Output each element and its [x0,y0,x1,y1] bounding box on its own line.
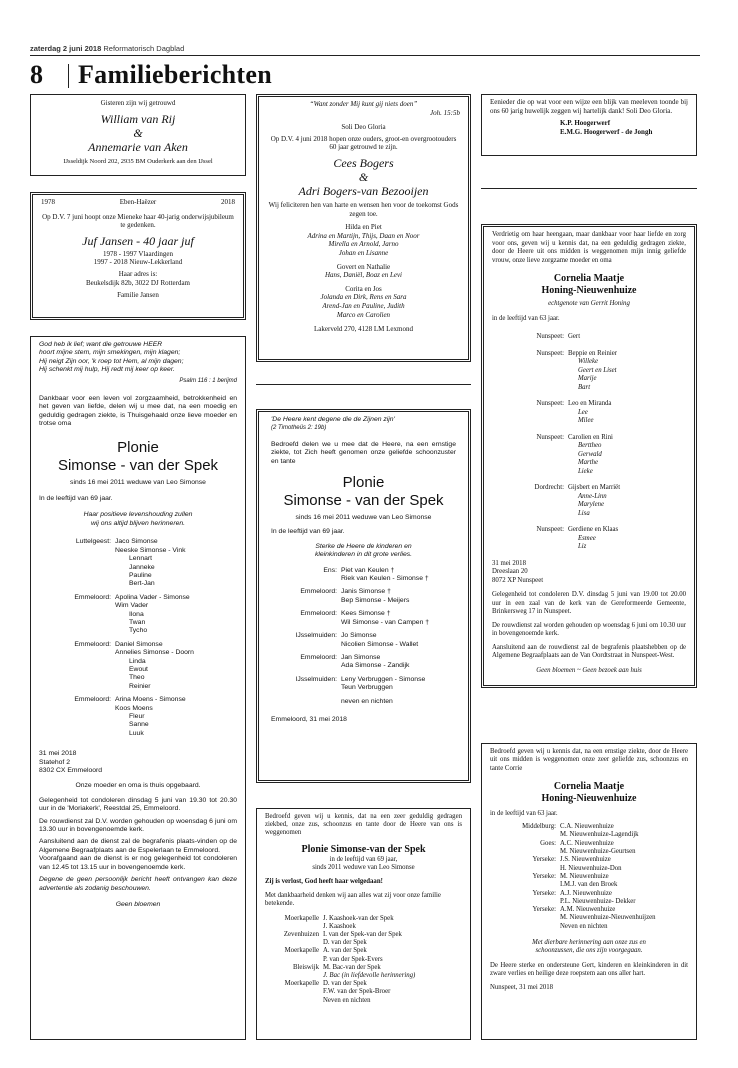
d3-bold: Zij is verlost, God heeft haar welgedaan! [265,878,383,886]
anniversary-ad [256,94,471,362]
family-row [490,881,688,889]
family-group [492,526,686,552]
family-place: Moerkapelle [284,947,319,955]
family-place [265,939,323,947]
obituary-van-der-spek [256,808,471,1040]
family-place: Moerkapelle [284,914,319,922]
family-row [265,988,462,996]
d1-p5: Voorafgaand aan de dienst is er nog gelegenheid tot condoleren van 12.45 tot 13.15 uur in bovengenoemde kerk. [39,855,237,871]
anniv-name-2: Adri Bogers-van Bezooijen [298,183,429,198]
d3-name: Plonie Simonse-van der Spek [301,843,426,855]
section-title: Familieberichten [78,60,272,89]
masthead-rule [30,55,700,56]
d2-place: IJsselmuiden: [295,675,337,683]
thanks-ad [481,94,697,156]
d1-widow: sinds 16 mei 2011 weduwe van Leo Simonse [70,478,206,486]
d5-mem-2: schoonzussen, die ons zijn voorgegaan. [535,947,643,955]
wedding-ad [30,94,246,176]
family-row [490,823,688,831]
wedding-name-1: William van Rij [100,111,176,126]
d4-p1: Gelegenheid tot condoleren D.V. dinsdag 5 juni van 19.00 tot 20.00 uur in een zaal van de kerk van de Gereformeerde Gemeente, Brinkersweg 17 in Nunspeet. [492,591,686,615]
d1-family-4 [39,696,237,738]
d1-poem-3: Hij neigt Zijn oor, 'k roep tot Hem, al mijn dagen; [39,357,184,365]
d2-nn: neven en nichten [341,697,393,705]
d2-place: Emmeloord: [300,588,337,596]
family-row [490,890,688,898]
family-row [265,972,462,980]
family-place: Yerseke: [532,856,556,864]
obituary-honing-husband [481,224,697,688]
family-place: Yerseke: [532,889,556,897]
anniv-g2a: Govert en Nathalie [336,262,391,271]
d5-text: De Heere sterke en ondersteune Gert, kinderen en kleinkinderen in dit zware verlies en heilige deze roepstem aan ons aller hart. [490,961,688,977]
d2-name: Nicolien Simonse - Wallet [341,640,419,648]
d5-intro: Bedroefd geven wij u kennis dat, na een ernstige ziekte, door de Heere uit ons midden is weggenomen onze zeer geliefde zus, schoonzus en tante Corrie [490,748,688,772]
family-group [492,484,686,518]
d1-family-3 [39,641,237,691]
d1-name-1: Plonie [117,438,159,456]
anniv-g3c: Arend-Jan en Pauline, Judith [322,301,405,310]
anniv-text: Op D.V. 4 juni 2018 hopen onze ouders, groot-en overgrootouders 60 jaar getrouwd te zijn. [270,134,457,152]
d1-grandchild: Fleur [129,713,145,720]
d1-grandchild: Ilona [129,610,144,618]
d1-grandchild: Ewout [129,665,148,673]
anniv-g1d: Johan en Lisanne [338,248,389,257]
anniv-quote: “Want zonder Mij kunt gij niets doen” [309,100,418,108]
thanks-text: Eenieder die op wat voor een wijze een blijk van meeleven toonde bij ons 60 jarig huwelijk zeggen wij hartelijk dank! Soli Deo Gloria. [490,98,688,115]
d2-widow: sinds 16 mei 2011 weduwe van Leo Simonse [295,514,432,522]
anniv-name-1: Cees Bogers [333,155,394,170]
d2-place: IJsselmuiden: [295,632,337,640]
d1-addr-2: 8302 CX Emmeloord [39,767,103,775]
d1-grandchild: Reinier [129,682,151,690]
family-place [265,956,323,964]
anniv-g1a: Hilda en Piet [345,223,382,232]
family-name: I. van der Spek-van der Spek [323,931,402,939]
family-place [490,898,560,906]
grandchild: Geert en Liset [578,366,617,374]
d3-intro: Bedroefd geven wij u kennis, dat na een zeer geduldig gedragen ziekbed, onze zus, schoonzus en tante door de Heere van ons is weggenomen [265,813,462,837]
family-place [490,848,560,856]
anniv-g1b: Adrina en Martijn, Thijs, Daan en Noor [307,231,420,240]
family-place: Bleiswijk [292,963,319,971]
family-row [265,964,462,972]
anniv-g2b: Hans, Daniël, Boaz en Levi [325,271,402,280]
obituary-simonse-family [256,409,471,783]
grandchild: Gerwald [578,450,602,458]
family-place: Moerkapelle [284,980,319,988]
page-number: 8 [30,60,43,89]
masthead: zaterdag 2 juni 2018 Reformatorisch Dagblad [30,44,185,53]
d2-name: Piet van Keulen † [341,566,395,574]
family-row [265,947,462,955]
d1-family-1-b: Neeske Simonse - Vink [115,546,186,554]
d2-row-1 [271,567,456,584]
family-place: Middelburg: [522,823,556,831]
d5-family-list [490,823,688,931]
grandchild: Anne-Linn [578,492,607,500]
family-name: A.C. Nieuwenhuize [560,839,614,847]
d1-family-4-b: Koos Moens [115,704,153,712]
family-name: M. Nieuwenhuize-Lagendijk [560,831,639,839]
d1-psalm: Psalm 116 : 1 berijmd [179,377,237,384]
d2-age: In de leeftijd van 69 jaar. [271,528,345,536]
d5-mem-1: Met dierbare herinnering aan onze zus en [532,939,646,947]
family-name: J. Bac (in liefdevolle herinnering) [323,972,416,980]
d2-name: Ada Simonse - Zandijk [341,662,410,670]
d2-name-1: Plonie [342,474,385,492]
d1-age: In de leeftijd van 69 jaar. [39,495,113,503]
grandchild: Marthe [578,459,599,466]
family-place [490,831,560,839]
d4-name-2: Honing-Nieuwenhuize [541,285,637,296]
grandchild: Lisa [578,509,590,517]
family-row [265,939,462,947]
d4-p3: Aansluitend aan de rouwdienst zal de begrafenis plaatshebben op de Algemene Begraafplaats aan de Van Oordtstraat in Nunspeet-West. [492,643,686,659]
d2-name: Kees Simonse † [341,610,391,618]
anniv-ref: Joh. 15:5b [430,108,460,117]
family-row [490,865,688,873]
family-place: Nunspeet: [536,526,564,533]
family-place [490,923,560,931]
d4-date: 31 mei 2018 [492,559,526,567]
grandchild: Bart [578,383,591,391]
d1-p7: Geen bloemen [115,900,161,908]
d1-grandchild: Theo [129,674,145,682]
d1-family-3-b: Annelies Simonse - Doorn [115,649,194,657]
family-name: M. Bac-van der Spek [323,963,381,971]
family-place: Goes: [540,839,556,847]
d1-family-2 [39,594,237,636]
anniv-congrats: Wij feliciteren hen van harte en wensen hen voor de toekomst Gods zegen toe. [268,200,459,218]
family-place: Zevenhuizen [283,931,319,939]
d1-grandchild: Tycho [129,627,148,635]
d1-family-2-b: Wim Vader [115,602,149,610]
d4-spouse: echtgenote van Gerrit Honing [548,300,630,307]
d1-name-2: Simonse - van der Spek [57,456,219,474]
d1-poem-2: hoort mijne stem, mijn smekingen, mijn klagen; [39,349,181,357]
d2-intro: Bedroefd delen we u mee dat de Heere, na een ernstige ziekte, tot Zich heeft genomen onze geliefde schoonzuster en tante [271,440,456,465]
d5-name-1: Cornelia Maatje [553,780,625,792]
family-row [490,848,688,856]
d2-place: Emmeloord: [300,610,337,618]
d1-mem-2: wij ons altijd blijven herinneren. [90,519,186,527]
d2-name: Janis Simonse † [341,588,391,596]
grandchild: Marije [578,375,597,382]
d1-family-1-place: Luttelgeest: [75,538,111,546]
jubilee-eben-haezer: Eben-Haëzer [119,198,157,206]
d1-addr-1: Statehof 2 [39,758,70,766]
family-place [490,865,560,873]
d2-place: Emmeloord: [300,653,337,661]
family-group [492,400,686,426]
d1-family-2-a: Apolina Vader - Simonse [115,593,190,601]
d1-p4: Aansluitend aan de dienst zal de begrafenis plaats-vinden op de Algemene Begraafplaats aan de Espelerlaan te Emmeloord. [39,838,237,854]
d4-intro: Verdrietig om haar heengaan, maar dankbaar voor haar liefde en zorg voor ons, geven wij u kennis dat, na een geduldig gedragen ziekte, door de Heere uit ons midden is weggenomen mijn innig geliefde vrouw, onze lieve zorgzame moeder en oma [492,231,686,264]
family-name: M. Nieuwenhuize-Nieuwenhuijzen [560,914,656,922]
family-row [490,923,688,931]
d1-date: 31 mei 2018 [39,750,77,758]
d1-family-4-place: Emmeloord: [74,696,111,704]
family-name: Gijsbert en Marriët [568,484,621,491]
jubilee-line-2: 1997 - 2018 Nieuw-Lekkerland [93,258,183,267]
d2-end: Emmeloord, 31 mei 2018 [271,715,347,723]
anniv-g3d: Marco en Carolien [336,310,391,319]
anniv-g3b: Jolanda en Dirk, Rens en Sara [320,293,407,302]
jubilee-ad [30,192,246,320]
grandchild: Liz [578,543,587,550]
anniv-addr: Lakerveld 270, 4128 LM Lexmond [314,325,413,334]
d1-family-3-a: Daniel Simonse [115,640,163,648]
obituary-simonse-children [30,336,246,1040]
d4-p4: Geen bloemen ~ Geen bezoek aan huis [536,666,642,674]
d1-grandchild: Linda [129,657,146,665]
d2-mem-1: Sterke de Heere de kinderen en [315,542,412,550]
family-row [265,980,462,988]
d1-p1: Onze moeder en oma is thuis opgebaard. [75,782,201,790]
family-name: F.W. van der Spek-Broer [323,988,391,996]
d2-row-3 [271,610,456,627]
family-place: Nunspeet: [536,400,564,407]
family-row [265,956,462,964]
family-place [265,923,323,931]
family-name: J. Kaashoek [323,922,356,930]
wedding-name-2: Annemarie van Aken [88,139,188,154]
family-row [490,856,688,864]
family-name: I.M.J. van den Broek [560,881,618,889]
family-name: D. van der Spek [323,980,367,988]
d2-name: Jo Simonse [341,632,377,640]
d1-poem-4: Hij schenkt mij hulp, Hij redt mij keer op keer. [39,366,175,374]
jubilee-year-2: 2018 [221,198,235,206]
family-place: Nunspeet: [536,349,564,357]
d4-p2: De rouwdienst zal worden gehouden op woensdag 6 juni om 10.30 uur in bovengenoemde kerk. [492,621,686,637]
d2-name: Jan Simonse [341,653,381,661]
grandchild: Berttheo [578,442,602,449]
anniv-amp: & [358,169,369,184]
family-row [490,906,688,914]
family-row [490,898,688,906]
family-place [265,997,323,1005]
d1-grandchild: Pauline [129,571,152,579]
family-name: J. Kaashoek-van der Spek [323,914,394,922]
d2-row-2 [271,588,456,605]
family-name: H. Nieuwenhuize-Don [560,864,622,872]
d3-family-list [265,915,462,1005]
family-place: Yerseke: [532,906,556,914]
d3-age: in de leeftijd van 69 jaar, [329,855,398,863]
family-row [265,915,462,923]
d2-ref: (2 Timotheüs 2: 19b) [271,425,327,432]
header-divider [68,64,69,88]
jubilee-year-1: 1978 [41,198,55,206]
d2-name: Teun Verbruggen [341,684,393,692]
family-row [265,931,462,939]
jubilee-family: Familie Jansen [117,291,159,300]
anniv-g1c: Mirella en Arnold, Jarno [328,240,399,249]
jubilee-line-1: 1978 - 1997 Vlaardingen [102,249,174,258]
family-row [490,914,688,922]
d2-row-4 [271,632,456,649]
family-name: M. Nieuwenhuize [560,872,609,880]
family-name: A.M. Nieuwenhuize [560,906,616,914]
d1-family-1 [39,538,237,588]
d1-poem-1: God heb ik lief; want die getrouwe HEER [39,341,163,348]
d2-mem-2: kleinkinderen in dit grote verlies. [314,551,413,559]
family-name: Gerdiene en Klaas [568,526,619,533]
thanks-name-1: K.P. Hoogerwerf [560,119,611,128]
d2-row-5 [271,654,456,671]
family-place [265,988,323,996]
d1-grandchild: Twan [129,618,146,626]
d2-name-2: Simonse - van der Spek [283,492,444,510]
family-place [490,914,560,922]
grandchild: Lieke [578,467,593,475]
d4-addr-1: Dreeslaan 20 [492,568,528,575]
d2-row-6 [271,676,456,693]
d2-name: Wil Simonse - van Campen † [341,618,430,626]
d4-age: in de leeftijd van 63 jaar. [492,314,560,322]
jubilee-headline: Juf Jansen - 40 jaar juf [82,233,194,248]
d3-text: Met dankbaarheid denken wij aan alles wat zij voor onze familie betekende. [265,892,441,908]
jubilee-addr: Beukelsdijk 82b, 3022 DJ Rotterdam [85,278,191,287]
family-group [492,350,686,393]
d1-grandchild: Janneke [129,563,155,571]
family-place: Yerseke: [532,872,556,880]
grandchild: Esmee [578,534,596,542]
grandchild: Lee [578,408,588,416]
jubilee-text: Op D.V. 7 juni hoopt onze Mieneke haar 40-jarig onderwijsjubileum te gedenken. [42,212,234,230]
d5-end: Nunspeet, 31 mei 2018 [490,984,554,992]
anniv-g3a: Corita en Jos [345,284,382,293]
d1-grandchild: Sanne [129,721,149,729]
obituary-honing-siblings [481,743,697,1040]
d1-mem-1: Haar positieve levenshouding zullen [83,511,193,519]
d1-p6: Degene de geen persoonlijk bericht heeft ontvangen kan deze advertentie als zodanig beschouwen. [39,876,237,892]
family-name: Neven en nichten [560,922,608,930]
d5-age: in de leeftijd van 63 jaar. [490,809,558,817]
family-place [490,881,560,889]
family-place: Nunspeet: [536,333,564,340]
column-rule-right [481,188,697,189]
family-name: Leo en Miranda [568,400,612,407]
d4-name-1: Cornelia Maatje [553,273,625,284]
family-name: P.L. Nieuwenhuize- Dekker [560,897,636,905]
wedding-address: IJsseldijk Noord 202, 2935 BM Ouderkerk aan den IJssel [63,157,213,165]
d2-quote: 'De Heere kent degene die de Zijnen zijn' [271,416,395,423]
jubilee-addr-label: Haar adres is: [118,269,158,278]
d1-p2: Gelegenheid tot condoleren dinsdag 5 juni van 19.30 tot 20.30 uur in de 'Moriakerk', Reestdal 25, Emmeloord. [39,796,237,813]
d5-name-2: Honing-Nieuwenhuize [541,792,637,804]
anniv-sdg: Soli Deo Gloria [341,123,386,132]
wedding-amp: & [133,125,143,140]
family-name: M. Nieuwenhuize-Geurtsen [560,848,636,856]
d1-family-1-a: Jaco Simonse [115,538,158,546]
family-row [265,997,462,1005]
d1-intro: Dankbaar voor een leven vol zorgzaamheid, betrokkenheid en het geven van liefde, delen wij u mee dat, na een moedig en geduldig gedragen ziekte, is Thuisgehaald onze lieve moeder en trotse oma [39,395,237,428]
family-row [490,873,688,881]
d2-place: Ens: [323,566,337,574]
family-name: P. van der Spek-Evers [323,955,383,963]
grandchild: Marylene [578,501,605,508]
family-name: A.J. Nieuwenhuize [560,889,612,897]
family-name: J.S. Nieuwenhuize [560,856,611,864]
d1-family-3-place: Emmeloord: [74,640,111,648]
d1-p3: De rouwdienst zal D.V. worden gehouden op woensdag 6 juni om 13.30 uur in bovengenoemde kerk. [39,817,237,834]
column-rule-mid [256,384,471,385]
thanks-name-2: E.M.G. Hoogerwerf - de Jongh [560,127,653,136]
d4-family-list [492,333,686,552]
d1-family-4-a: Arina Moens - Simonse [115,696,186,704]
wedding-intro: Gisteren zijn wij getrouwd [100,99,176,107]
d2-name: Bep Simonse - Meijers [341,596,410,604]
family-name: Neven en nichten [323,996,371,1004]
grandchild: Willeke [578,358,599,365]
family-name: Gert [568,333,581,340]
family-name: Beppie en Reinier [568,349,618,357]
family-name: Carolien en Rini [568,433,613,441]
d1-grandchild: Lennart [129,555,153,563]
d4-addr-2: 8072 XP Nunspeet [492,576,544,584]
family-name: D. van der Spek [323,939,367,947]
family-group [492,434,686,477]
d2-name: Leny Verbruggen - Simonse [341,675,426,683]
family-name: C.A. Nieuwenhuize [560,823,614,831]
family-row [490,831,688,839]
d1-grandchild: Bert-Jan [129,580,155,588]
d1-family-2-place: Emmeloord: [74,593,111,601]
grandchild: Milee [578,417,594,424]
family-place [265,972,323,980]
d1-grandchild: Luuk [129,729,144,737]
family-place: Dordrecht: [534,484,564,491]
family-group [492,333,686,342]
d2-name: Riek van Keulen - Simonse † [341,575,429,583]
family-row [265,923,462,931]
family-place: Nunspeet: [536,433,564,441]
family-name: A. van der Spek [323,947,367,955]
d3-widow: sinds 2011 weduwe van Leo Simonse [312,863,415,871]
family-row [490,840,688,848]
